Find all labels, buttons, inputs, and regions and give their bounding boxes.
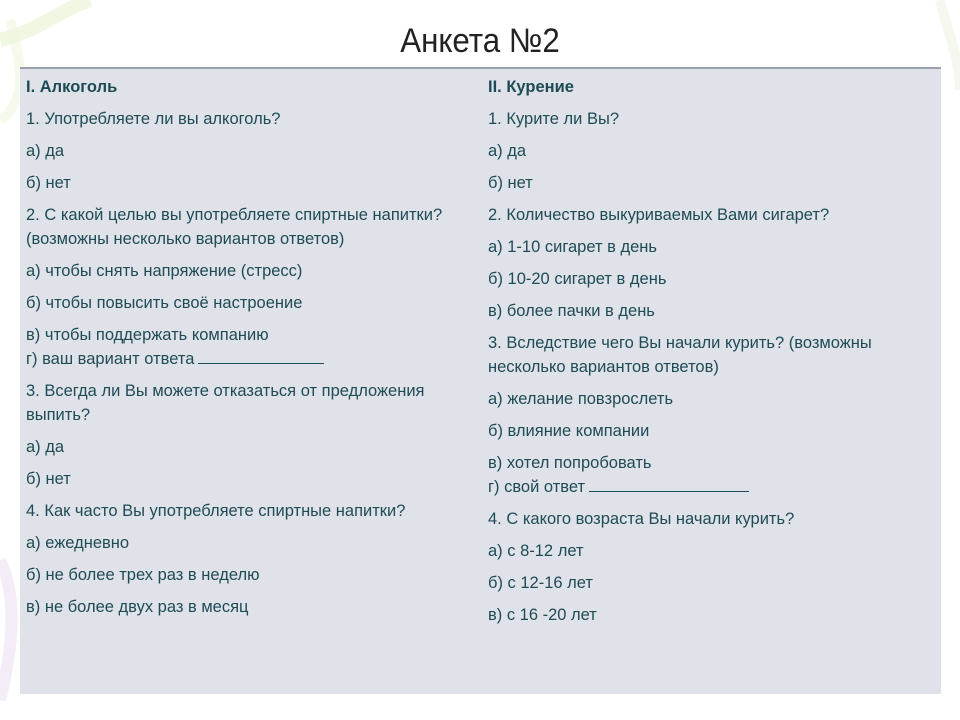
alcohol-section <box>26 69 476 627</box>
smoking-q2: 2. Количество выкуриваемых Вами сигарет? <box>488 206 830 224</box>
smoking-heading: II. Курение <box>488 78 574 96</box>
alcohol-q2-option-c: в) чтобы поддержать компанию <box>26 326 269 344</box>
alcohol-answer-blank[interactable] <box>198 347 324 364</box>
alcohol-q2-option-a: а) чтобы снять напряжение (стресс) <box>26 262 303 280</box>
smoking-q4-option-b: б) с 12-16 лет <box>488 574 593 592</box>
smoking-q4-option-c: в) с 16 -20 лет <box>488 606 597 624</box>
alcohol-q3-option-a: а) да <box>26 438 65 456</box>
smoking-q1-option-a: а) да <box>488 142 527 160</box>
alcohol-q2-option-b: б) чтобы повысить своё настроение <box>26 294 303 312</box>
smoking-q3-option-b: б) влияние компании <box>488 422 650 440</box>
smoking-answer-blank[interactable] <box>589 475 749 492</box>
alcohol-q3-option-b: б) нет <box>26 470 71 488</box>
alcohol-q4-option-a: а) ежедневно <box>26 534 130 552</box>
alcohol-q1-option-a: а) да <box>26 142 65 160</box>
alcohol-heading: I. Алкоголь <box>26 78 118 96</box>
alcohol-q2: 2. С какой целью вы употребляете спиртные напитки? (возможны несколько вариантов ответов) <box>26 206 443 248</box>
alcohol-q4-option-b: б) не более трех раз в неделю <box>26 566 260 584</box>
alcohol-q2-option-d: г) ваш вариант ответа <box>26 350 195 368</box>
alcohol-q2-option-d-row <box>26 347 476 371</box>
alcohol-q3: 3. Всегда ли Вы можете отказаться от предложения выпить? <box>26 382 425 424</box>
smoking-q3-option-d-row <box>488 475 934 499</box>
smoking-q1-option-b: б) нет <box>488 174 533 192</box>
smoking-q3-option-a: а) желание повзрослеть <box>488 390 674 408</box>
questionnaire-panel <box>20 67 941 694</box>
smoking-q3: 3. Вследствие чего Вы начали курить? (возможны несколько вариантов ответов) <box>488 334 872 376</box>
alcohol-q1: 1. Употребляете ли вы алкоголь? <box>26 110 281 128</box>
smoking-q4-option-a: а) с 8-12 лет <box>488 542 584 560</box>
alcohol-q1-option-b: б) нет <box>26 174 71 192</box>
smoking-q3-option-c: в) хотел попробовать <box>488 454 652 472</box>
smoking-q2-option-b: б) 10-20 сигарет в день <box>488 270 667 288</box>
smoking-q1: 1. Курите ли Вы? <box>488 110 620 128</box>
page-title: Анкета №2 <box>400 22 560 60</box>
smoking-q2-option-a: а) 1-10 сигарет в день <box>488 238 657 256</box>
smoking-section <box>488 69 934 635</box>
smoking-q4: 4. С какого возраста Вы начали курить? <box>488 510 795 528</box>
smoking-q3-option-d: г) свой ответ <box>488 478 586 496</box>
alcohol-q4: 4. Как часто Вы употребляете спиртные напитки? <box>26 502 406 520</box>
smoking-q2-option-c: в) более пачки в день <box>488 302 655 320</box>
alcohol-q4-option-c: в) не более двух раз в месяц <box>26 598 249 616</box>
